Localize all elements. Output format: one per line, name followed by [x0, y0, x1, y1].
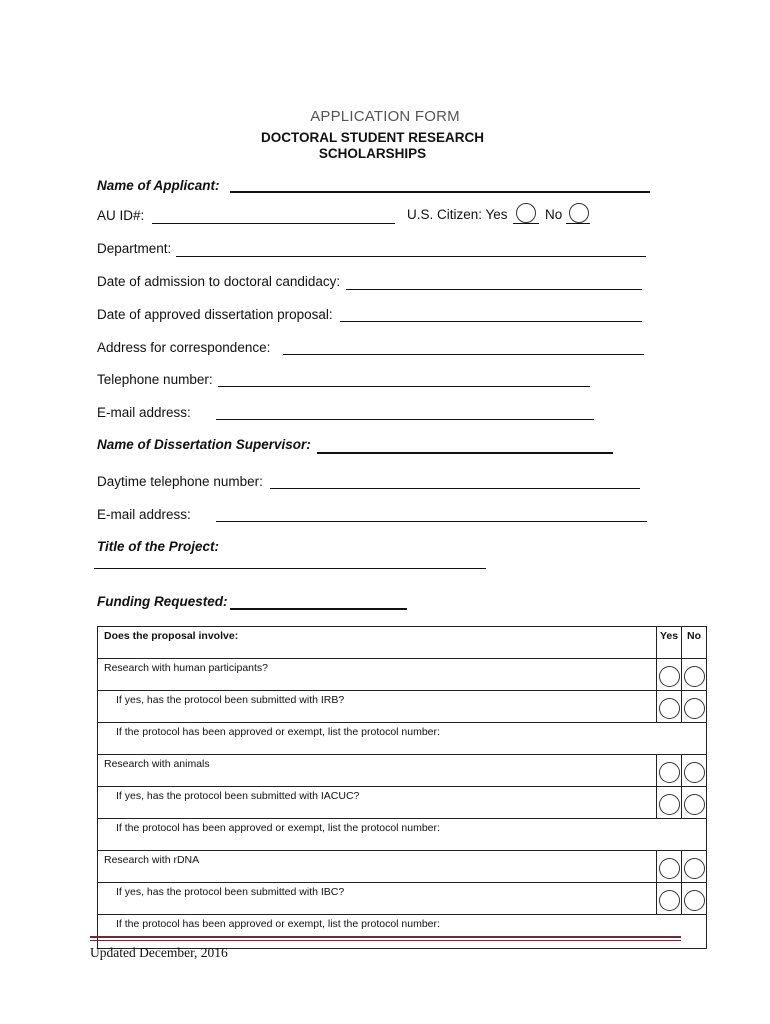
citizen-yes-underline	[513, 223, 539, 224]
project-title-label: Title of the Project:	[97, 539, 220, 554]
table-row	[98, 819, 707, 851]
human-no-radio[interactable]	[684, 666, 705, 687]
supervisor-label: Name of Dissertation Supervisor:	[97, 437, 311, 452]
table-row	[98, 915, 707, 949]
table-row	[98, 723, 707, 755]
footer-divider-thin	[90, 940, 681, 941]
citizen-no-radio[interactable]	[569, 203, 589, 223]
supervisor-field[interactable]	[317, 452, 613, 454]
project-title-field[interactable]	[94, 568, 486, 569]
table-header-question: Does the proposal involve:	[98, 627, 657, 659]
animals-yes-radio[interactable]	[659, 762, 680, 783]
table-header-row	[98, 627, 707, 659]
iacuc-yes-radio[interactable]	[659, 794, 680, 815]
table-row	[98, 755, 707, 787]
citizen-no-label: No	[545, 207, 563, 222]
table-row	[98, 883, 707, 915]
telephone-field[interactable]	[218, 386, 590, 387]
supervisor-email-field[interactable]	[216, 521, 647, 522]
name-of-applicant-field[interactable]	[230, 191, 650, 193]
subtitle-line-1: DOCTORAL STUDENT RESEARCH	[260, 130, 484, 145]
funding-label: Funding Requested:	[97, 594, 228, 609]
subtitle-line-2: SCHOLARSHIPS	[318, 146, 427, 161]
row-iacuc-protocol-number[interactable]: If the protocol has been approved or exempt, list the protocol number:	[98, 819, 707, 851]
citizen-yes-radio[interactable]	[516, 203, 536, 223]
rdna-yes-radio[interactable]	[659, 858, 680, 879]
row-ibc-submitted: If yes, has the protocol been submitted with IBC?	[98, 883, 657, 915]
supervisor-email-label: E-mail address:	[97, 507, 191, 522]
table-row	[98, 659, 707, 691]
footer-divider	[90, 936, 681, 938]
row-animals: Research with animals	[98, 755, 657, 787]
email-field[interactable]	[216, 419, 594, 420]
au-id-label: AU ID#:	[97, 208, 145, 223]
animals-no-radio[interactable]	[684, 762, 705, 783]
table-row	[98, 787, 707, 819]
name-of-applicant-label: Name of Applicant:	[97, 178, 220, 193]
irb-no-radio[interactable]	[684, 698, 705, 719]
date-admission-field[interactable]	[346, 289, 642, 290]
ibc-yes-radio[interactable]	[659, 890, 680, 911]
table-row	[98, 851, 707, 883]
department-field[interactable]	[176, 256, 646, 257]
irb-yes-radio[interactable]	[659, 698, 680, 719]
date-proposal-label: Date of approved dissertation proposal:	[97, 307, 333, 322]
department-label: Department:	[97, 241, 172, 256]
row-irb-protocol-number[interactable]: If the protocol has been approved or exempt, list the protocol number:	[98, 723, 707, 755]
email-label: E-mail address:	[97, 405, 191, 420]
us-citizen-label: U.S. Citizen: Yes	[407, 207, 508, 222]
date-admission-label: Date of admission to doctoral candidacy:	[97, 274, 341, 289]
rdna-no-radio[interactable]	[684, 858, 705, 879]
citizen-no-underline	[566, 223, 590, 224]
funding-field[interactable]	[230, 608, 407, 610]
daytime-phone-field[interactable]	[270, 488, 640, 489]
iacuc-no-radio[interactable]	[684, 794, 705, 815]
human-yes-radio[interactable]	[659, 666, 680, 687]
au-id-field[interactable]	[152, 223, 395, 224]
table-header-yes: Yes	[657, 627, 682, 659]
row-rdna: Research with rDNA	[98, 851, 657, 883]
form-subtitle	[200, 130, 545, 162]
row-irb-submitted: If yes, has the protocol been submitted with IRB?	[98, 691, 657, 723]
form-title: APPLICATION FORM	[310, 108, 460, 125]
address-label: Address for correspondence:	[97, 340, 271, 355]
proposal-involvement-table	[97, 626, 707, 949]
date-proposal-field[interactable]	[340, 321, 642, 322]
table-header-no: No	[682, 627, 707, 659]
row-ibc-protocol-number[interactable]: If the protocol has been approved or exempt, list the protocol number:	[98, 915, 707, 949]
table-row	[98, 691, 707, 723]
ibc-no-radio[interactable]	[684, 890, 705, 911]
daytime-phone-label: Daytime telephone number:	[97, 474, 263, 489]
address-field[interactable]	[283, 354, 644, 355]
footer-updated-date: Updated December, 2016	[90, 945, 228, 960]
telephone-label: Telephone number:	[97, 372, 213, 387]
row-human-participants: Research with human participants?	[98, 659, 657, 691]
row-iacuc-submitted: If yes, has the protocol been submitted with IACUC?	[98, 787, 657, 819]
